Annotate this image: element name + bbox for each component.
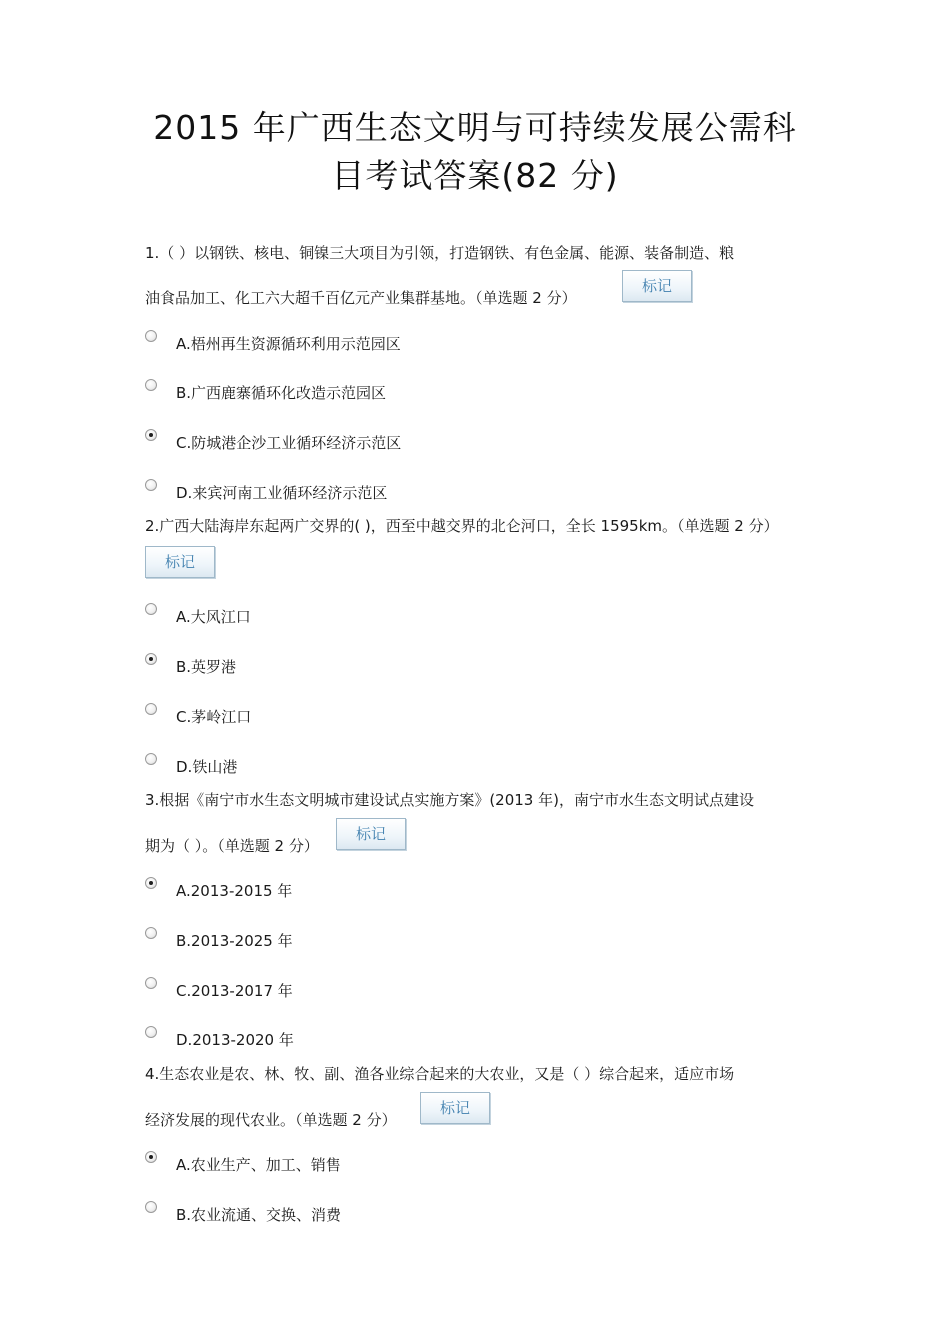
question-3-mark-button[interactable]: 标记 [336,818,406,850]
question-1-option-d-radio[interactable] [145,479,157,491]
question-3-option-b-label[interactable]: B.2013-2025 年 [176,932,293,950]
question-1-option-a-radio[interactable] [145,330,157,342]
question-3-option-a-label[interactable]: A.2013-2015 年 [176,882,293,900]
question-3-text-line-2: 期为（ ）。（单选题 2 分） [145,837,319,855]
question-1-option-c-radio[interactable] [145,429,157,441]
question-4-option-a-label[interactable]: A.农业生产、加工、销售 [176,1156,341,1174]
question-1-text-line-1: 1.（ ）以钢铁、核电、铜镍三大项目为引领，打造钢铁、有色金属、能源、装备制造、粮 [145,244,735,262]
question-2-option-c-radio[interactable] [145,703,157,715]
question-3-option-d-label[interactable]: D.2013-2020 年 [176,1031,294,1049]
question-2-option-a-label[interactable]: A.大风江口 [176,608,251,626]
question-4-option-b-label[interactable]: B.农业流通、交换、消费 [176,1206,342,1224]
question-1-option-b-label[interactable]: B.广西鹿寨循环化改造示范园区 [176,384,387,402]
question-4-text-line-1: 4.生态农业是农、林、牧、副、渔各业综合起来的大农业，又是（ ）综合起来，适应市场 [145,1065,735,1083]
question-4-mark-button[interactable]: 标记 [420,1092,490,1124]
question-1-option-c-label[interactable]: C.防城港企沙工业循环经济示范区 [176,434,402,452]
question-2-option-b-label[interactable]: B.英罗港 [176,658,237,676]
question-2-option-b-radio[interactable] [145,653,157,665]
question-1-mark-button[interactable]: 标记 [622,270,692,302]
question-1-option-d-label[interactable]: D.来宾河南工业循环经济示范区 [176,484,388,502]
document-title-line-1: 2015 年广西生态文明与可持续发展公需科 [153,108,797,147]
question-2-mark-button[interactable]: 标记 [145,546,215,578]
question-4-option-b-radio[interactable] [145,1201,157,1213]
question-2-option-a-radio[interactable] [145,603,157,615]
question-4-option-a-radio[interactable] [145,1151,157,1163]
question-3-option-a-radio[interactable] [145,877,157,889]
document-title-line-2: 目考试答案(82 分) [331,156,619,195]
question-1-text-line-2: 油食品加工、化工六大超千百亿元产业集群基地。（单选题 2 分） [145,289,577,307]
question-2-option-d-label[interactable]: D.铁山港 [176,758,238,776]
question-1-option-b-radio[interactable] [145,379,157,391]
question-2-option-d-radio[interactable] [145,753,157,765]
question-3-option-d-radio[interactable] [145,1026,157,1038]
question-3-option-c-label[interactable]: C.2013-2017 年 [176,982,293,1000]
question-4-text-line-2: 经济发展的现代农业。（单选题 2 分） [145,1111,397,1129]
question-3-option-b-radio[interactable] [145,927,157,939]
question-2-text-line-1: 2.广西大陆海岸东起两广交界的( )，西至中越交界的北仑河口，全长 1595km。（单选题 2 分） [145,517,779,535]
question-3-text-line-1: 3.根据《南宁市水生态文明城市建设试点实施方案》(2013 年)，南宁市水生态文明试点建设 [145,791,754,809]
question-2-option-c-label[interactable]: C.茅岭江口 [176,708,252,726]
question-3-option-c-radio[interactable] [145,977,157,989]
question-1-option-a-label[interactable]: A.梧州再生资源循环利用示范园区 [176,335,401,353]
